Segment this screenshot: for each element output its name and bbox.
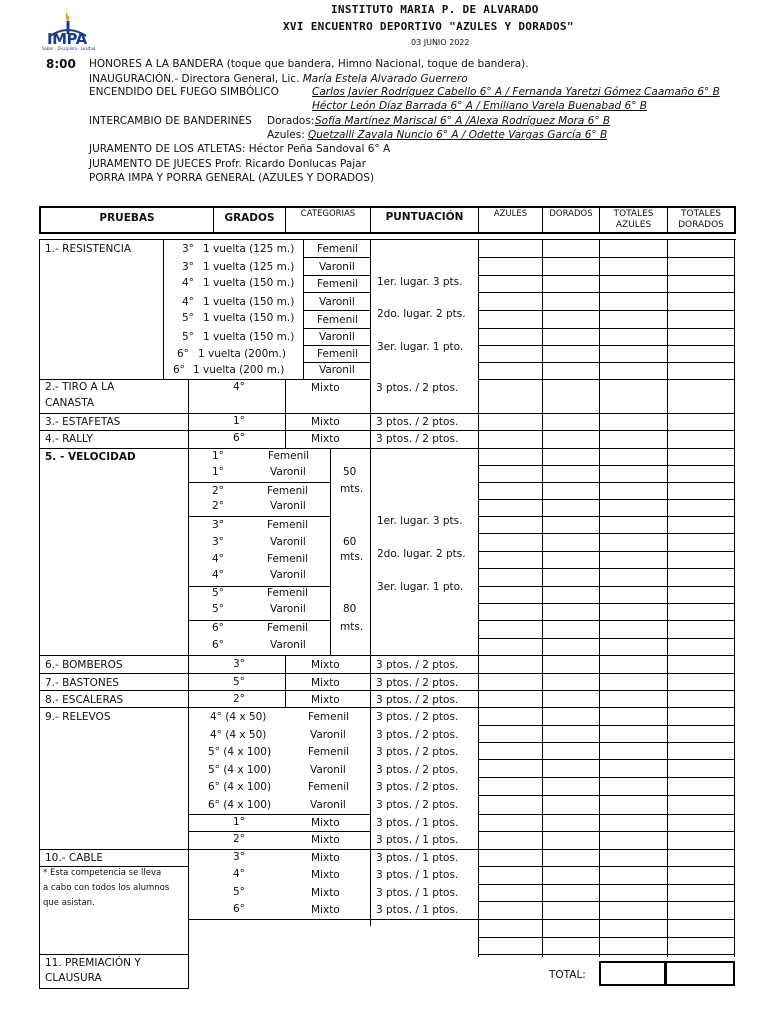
event-name: 5. - VELOCIDAD — [45, 451, 136, 463]
resistencia-distance: 1 vuelta (125 m.) — [203, 261, 295, 273]
score-grid-rule — [478, 884, 735, 885]
cable-points: 3 ptos. / 1 ptos. — [376, 852, 459, 864]
school-name: INSTITUTO MARIA P. DE ALVARADO — [331, 3, 539, 16]
relevos-grade: 6° (4 x 100) — [208, 799, 272, 811]
velocidad-category: Varonil — [270, 639, 306, 651]
score-grid-rule — [478, 362, 735, 363]
score-grid-rule — [478, 759, 735, 760]
resistencia-category: Femenil — [317, 314, 359, 326]
velocidad-grade: 6° — [212, 639, 224, 651]
velocidad-grade: 4° — [212, 553, 224, 565]
velocidad-category: Varonil — [270, 569, 306, 581]
score-grid-rule — [478, 937, 735, 938]
event-grade: 6° — [233, 432, 245, 444]
velocidad-grade: 2° — [212, 500, 224, 512]
relevos-grade: 4° (4 x 50) — [210, 729, 267, 741]
event-name: 4.- RALLY — [45, 433, 93, 445]
velocidad-grade: 1° — [212, 466, 224, 478]
logo-text: IMPA — [47, 30, 87, 48]
event-name: 9.- RELEVOS — [45, 711, 111, 723]
cable-points: 3 ptos. / 1 ptos. — [376, 869, 459, 881]
score-grid-rule — [478, 954, 735, 955]
event-title: XVI ENCUENTRO DEPORTIVO "AZULES Y DORADOS" — [283, 20, 574, 33]
event-grade: 5° — [233, 676, 245, 688]
score-grid-rule — [478, 725, 735, 726]
header-totales-dorados-2: DORADOS — [678, 220, 724, 230]
relevos-points: 3 ptos. / 1 ptos. — [376, 834, 459, 846]
relevos-category: Femenil — [308, 711, 350, 723]
velocidad-category: Varonil — [270, 500, 306, 512]
event-points: 3 ptos. / 2 ptos. — [376, 677, 459, 689]
resistencia-category: Femenil — [317, 348, 359, 360]
header-totales-dorados-1: TOTALES — [681, 209, 721, 219]
velocidad-category: Varonil — [270, 603, 306, 615]
resistencia-grade: 4° — [182, 277, 194, 289]
relevos-points: 3 ptos. / 2 ptos. — [376, 711, 459, 723]
relevos-grade: 6° (4 x 100) — [208, 781, 272, 793]
relevos-category: Mixto — [311, 834, 340, 846]
score-grid-rule — [478, 533, 735, 534]
score-grid-rule — [478, 655, 735, 656]
event-name: 11. PREMIACIÓN Y — [45, 957, 141, 969]
score-grid-rule — [478, 465, 735, 466]
resistencia-points-1st: 1er. lugar. 3 pts. — [377, 276, 463, 288]
header-totales-azules-1: TOTALES — [613, 209, 654, 219]
score-grid-rule — [478, 310, 735, 311]
directora-name: María Estela Alvarado Guerrero — [302, 73, 468, 85]
resistencia-points-3rd: 3er. lugar. 1 pto. — [377, 341, 464, 353]
event-name: 7.- BASTONES — [45, 677, 120, 689]
score-grid-rule — [478, 430, 735, 431]
event-grade: 3° — [233, 658, 245, 670]
header-puntuacion: PUNTUACIÓN — [385, 211, 464, 223]
score-grid-rule — [478, 568, 735, 569]
velocidad-grade: 5° — [212, 587, 224, 599]
velocidad-grade: 1° — [212, 450, 224, 462]
score-grid-rule — [478, 795, 735, 796]
score-grid-rule — [478, 551, 735, 552]
cable-note-2: a cabo con todos los alumnos — [43, 883, 170, 893]
program-time: 8:00 — [46, 57, 76, 71]
total-azules-box[interactable] — [599, 961, 666, 986]
event-category: Mixto — [311, 677, 340, 689]
event-name: 6.- BOMBEROS — [45, 659, 123, 671]
program-honores: HONORES A LA BANDERA (toque que bandera, Himno Nacional, toque de bandera). — [89, 58, 529, 70]
cable-grade: 3° — [233, 851, 245, 863]
velocidad-category: Femenil — [267, 485, 309, 497]
relevos-grade: 2° — [233, 833, 245, 845]
resistencia-category: Varonil — [319, 261, 355, 273]
resistencia-distance: 1 vuelta (125 m.) — [203, 243, 295, 255]
resistencia-category: Varonil — [319, 364, 355, 376]
resistencia-distance: 1 vuelta (150 m.) — [203, 331, 295, 343]
program-banderines-label: INTERCAMBIO DE BANDERINES — [89, 115, 252, 127]
relevos-grade: 4° (4 x 50) — [210, 711, 267, 723]
distance-50-unit: mts. — [340, 483, 364, 495]
velocidad-grade: 5° — [212, 603, 224, 615]
event-category: Mixto — [311, 382, 340, 394]
resistencia-distance: 1 vuelta (200 m.) — [193, 364, 285, 376]
score-grid-rule — [478, 328, 735, 329]
event-category: Mixto — [311, 416, 340, 428]
total-label: TOTAL: — [549, 969, 586, 981]
header-categorias: CATEGORIAS — [300, 209, 356, 219]
resistencia-grade: 6° — [173, 364, 185, 376]
inauguracion-label: INAUGURACIÓN.- Directora General, Lic. — [89, 73, 300, 85]
program-porra: PORRA IMPA Y PORRA GENERAL (AZULES Y DORADOS) — [89, 172, 375, 184]
score-grid-rule — [478, 673, 735, 674]
relevos-category: Varonil — [310, 729, 346, 741]
school-logo — [42, 6, 94, 52]
event-category: Mixto — [311, 659, 340, 671]
resistencia-grade: 4° — [182, 296, 194, 308]
event-points: 3 ptos. / 2 ptos. — [376, 659, 459, 671]
relevos-grade: 1° — [233, 816, 245, 828]
cable-category: Mixto — [311, 887, 340, 899]
cable-points: 3 ptos. / 1 ptos. — [376, 904, 459, 916]
resistencia-distance: 1 vuelta (200m.) — [198, 348, 286, 360]
score-grid-rule — [478, 345, 735, 346]
score-grid-rule — [478, 638, 735, 639]
score-grid-rule — [478, 831, 735, 832]
score-grid-rule — [478, 482, 735, 483]
velocidad-grade: 4° — [212, 569, 224, 581]
event-category: Mixto — [311, 433, 340, 445]
cable-category: Mixto — [311, 852, 340, 864]
velocidad-category: Varonil — [270, 536, 306, 548]
score-grid-rule — [478, 275, 735, 276]
velocidad-grade: 3° — [212, 536, 224, 548]
relevos-category: Mixto — [311, 817, 340, 829]
resistencia-points-2nd: 2do. lugar. 2 pts. — [377, 308, 466, 320]
distance-80: 80 — [343, 603, 357, 615]
relevos-category: Varonil — [310, 764, 346, 776]
header-azules: AZULES — [493, 209, 528, 219]
event-name-cont: CLAUSURA — [45, 972, 102, 984]
score-grid-rule — [478, 586, 735, 587]
relevos-points: 3 ptos. / 2 ptos. — [376, 799, 459, 811]
relevos-grade: 5° (4 x 100) — [208, 746, 272, 758]
score-grid-rule — [478, 849, 735, 850]
dorados-label: Dorados: — [267, 115, 315, 127]
resistencia-grade: 5° — [182, 331, 194, 343]
event-name: 1.- RESISTENCIA — [45, 243, 132, 255]
score-grid-rule — [478, 603, 735, 604]
cable-category: Mixto — [311, 869, 340, 881]
event-points: 3 ptos. / 2 ptos. — [376, 416, 459, 428]
cable-category: Mixto — [311, 904, 340, 916]
header-pruebas: PRUEBAS — [99, 212, 155, 224]
relevos-category: Varonil — [310, 799, 346, 811]
event-name: 3.- ESTAFETAS — [45, 416, 121, 428]
header-grados: GRADOS — [224, 212, 275, 224]
event-name-cont: CANASTA — [45, 397, 94, 409]
logo-subtitle: Saber · Disciplina · Lealtad — [42, 46, 96, 51]
resistencia-distance: 1 vuelta (150 m.) — [203, 296, 295, 308]
score-grid-rule — [478, 901, 735, 902]
event-points: 3 ptos. / 2 ptos. — [376, 433, 459, 445]
program-inauguracion — [89, 73, 468, 85]
cable-points: 3 ptos. / 1 ptos. — [376, 887, 459, 899]
azules-label: Azules: — [267, 129, 305, 141]
score-grid-rule — [478, 919, 735, 920]
distance-60-unit: mts. — [340, 551, 364, 563]
velocidad-points-3rd: 3er. lugar. 1 pto. — [377, 581, 464, 593]
resistencia-distance: 1 vuelta (150 m.) — [203, 277, 295, 289]
score-grid-rule — [478, 620, 735, 621]
resistencia-category: Femenil — [317, 243, 359, 255]
score-grid-rule — [478, 257, 735, 258]
score-grid-rule — [478, 690, 735, 691]
event-grade: 1° — [233, 415, 245, 427]
cable-note-1: * Esta competencia se lleva — [43, 868, 162, 878]
velocidad-category: Varonil — [270, 466, 306, 478]
relevos-category: Femenil — [308, 746, 350, 758]
distance-50: 50 — [343, 466, 357, 478]
score-grid-rule — [478, 413, 735, 414]
relevos-points: 3 ptos. / 2 ptos. — [376, 729, 459, 741]
event-grade: 2° — [233, 693, 245, 705]
relevos-points: 3 ptos. / 2 ptos. — [376, 781, 459, 793]
velocidad-points-1st: 1er. lugar. 3 pts. — [377, 515, 463, 527]
resistencia-grade: 5° — [182, 312, 194, 324]
velocidad-category: Femenil — [267, 587, 309, 599]
program-fuego-label: ENCENDIDO DEL FUEGO SIMBÓLICO — [89, 86, 279, 98]
distance-60: 60 — [343, 536, 357, 548]
score-grid-rule — [478, 292, 735, 293]
fuego-names-2: Héctor León Díaz Barrada 6° A / Emiliano Varela Buenabad 6° B — [312, 100, 648, 112]
resistencia-category: Femenil — [317, 278, 359, 290]
velocidad-category: Femenil — [267, 519, 309, 531]
score-grid-rule — [478, 499, 735, 500]
program-jueces: JURAMENTO DE JUECES Profr. Ricardo Donlucas Pajar — [89, 158, 366, 170]
event-points: 3 ptos. / 2 ptos. — [376, 382, 459, 394]
event-name: 10.- CABLE — [45, 852, 104, 864]
score-grid-rule — [478, 866, 735, 867]
relevos-points: 3 ptos. / 2 ptos. — [376, 746, 459, 758]
distance-80-unit: mts. — [340, 621, 364, 633]
cable-grade: 5° — [233, 886, 245, 898]
event-name: 2.- TIRO A LA — [45, 381, 115, 393]
velocidad-category: Femenil — [267, 553, 309, 565]
event-name: 8.- ESCALERAS — [45, 694, 124, 706]
cable-grade: 6° — [233, 903, 245, 915]
score-grid-rule — [478, 742, 735, 743]
score-grid-rule — [478, 814, 735, 815]
velocidad-grade: 2° — [212, 485, 224, 497]
program-atletas: JURAMENTO DE LOS ATLETAS: Héctor Peña Sandoval 6° A — [89, 143, 391, 155]
header-totales-azules-2: AZULES — [615, 220, 652, 230]
resistencia-category: Varonil — [319, 296, 355, 308]
velocidad-category: Femenil — [267, 622, 309, 634]
fuego-names-1: Carlos Javier Rodríguez Cabello 6° A / Fernanda Yaretzi Gómez Caamaño 6° B — [312, 86, 720, 98]
relevos-category: Femenil — [308, 781, 350, 793]
resistencia-distance: 1 vuelta (150 m.) — [203, 312, 295, 324]
event-category: Mixto — [311, 694, 340, 706]
velocidad-grade: 3° — [212, 519, 224, 531]
score-grid-rule — [478, 379, 735, 380]
event-grade: 4° — [233, 381, 245, 393]
total-dorados-box[interactable] — [665, 961, 735, 986]
dorados-names: Sofía Martínez Mariscal 6° A /Alexa Rodríguez Mora 6° B — [315, 115, 611, 127]
relevos-grade: 5° (4 x 100) — [208, 764, 272, 776]
header-dorados: DORADOS — [549, 209, 593, 219]
score-grid-rule — [478, 777, 735, 778]
resistencia-grade: 3° — [182, 243, 194, 255]
score-grid-rule — [478, 448, 735, 449]
velocidad-category: Femenil — [268, 450, 310, 462]
score-grid-rule — [478, 707, 735, 708]
score-grid-rule — [478, 516, 735, 517]
relevos-points: 3 ptos. / 1 ptos. — [376, 817, 459, 829]
resistencia-grade: 3° — [182, 261, 194, 273]
event-points: 3 ptos. / 2 ptos. — [376, 694, 459, 706]
event-date: 03 JUNIO 2022 — [411, 38, 470, 47]
resistencia-category: Varonil — [319, 331, 355, 343]
cable-grade: 4° — [233, 868, 245, 880]
cable-note-3: que asistan. — [43, 898, 95, 908]
azules-names: Quetzalli Zavala Nuncio 6° A / Odette Vargas García 6° B — [308, 129, 608, 141]
resistencia-grade: 6° — [177, 348, 189, 360]
velocidad-grade: 6° — [212, 622, 224, 634]
velocidad-points-2nd: 2do. lugar. 2 pts. — [377, 548, 466, 560]
relevos-points: 3 ptos. / 2 ptos. — [376, 764, 459, 776]
